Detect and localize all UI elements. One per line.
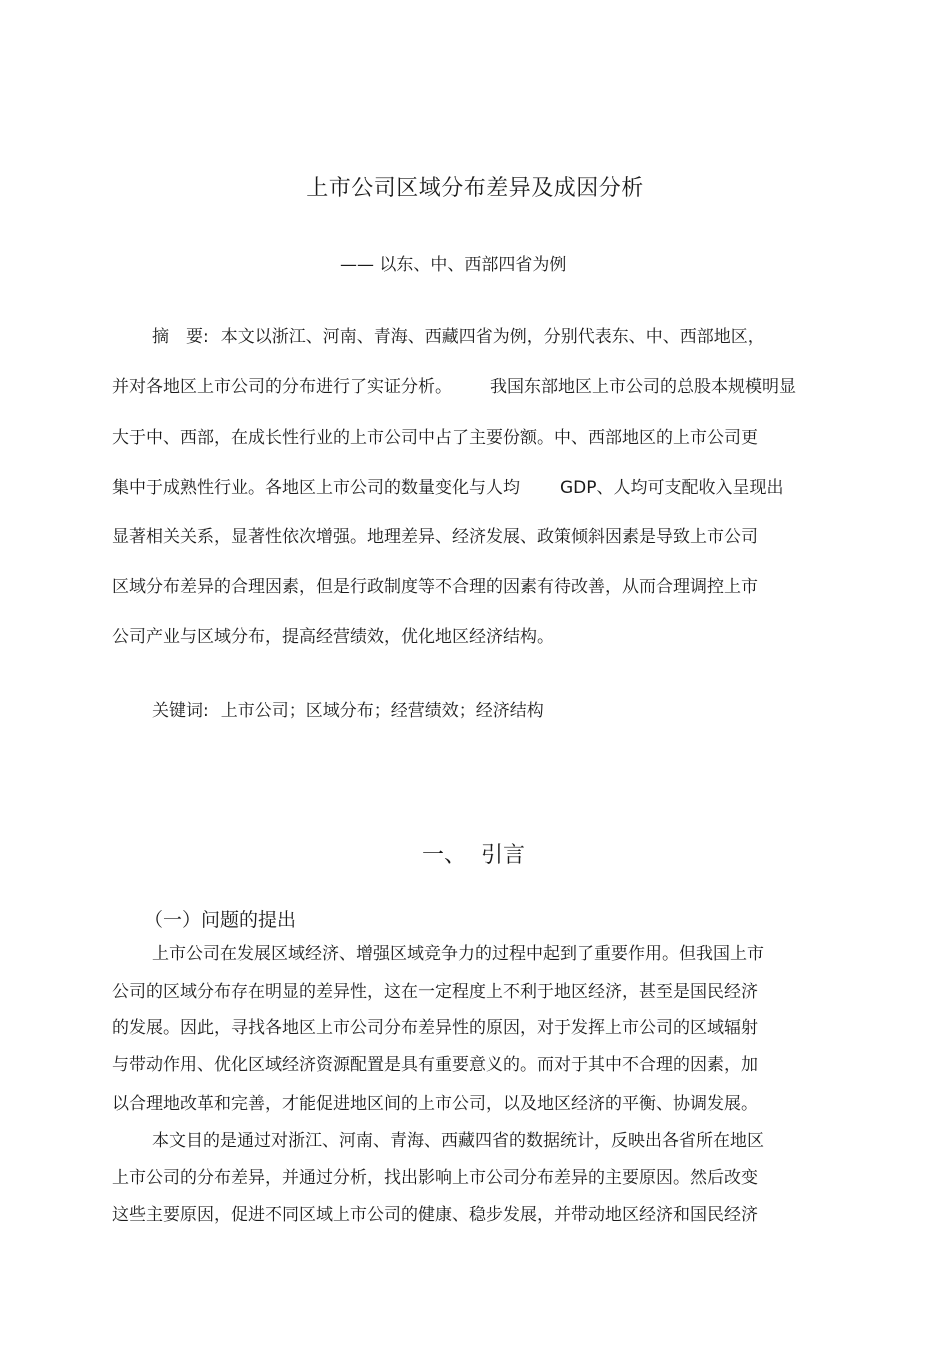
paragraph-line: 上市公司的分布差异，并通过分析，找出影响上市公司分布差异的主要原因。然后改变: [112, 1168, 758, 1188]
abstract-text: 集中于成熟性行业。各地区上市公司的数量变化与人均: [112, 478, 520, 498]
paragraph-line: 本文目的是通过对浙江、河南、青海、西藏四省的数据统计，反映出各省所在地区: [152, 1131, 764, 1151]
paragraph-line: 的发展。因此，寻找各地区上市公司分布差异性的原因，对于发挥上市公司的区域辐射: [112, 1018, 758, 1038]
paragraph-line: 这些主要原因，促进不同区域上市公司的健康、稳步发展，并带动地区经济和国民经济: [112, 1205, 758, 1225]
abstract-label: 摘 要:: [152, 327, 209, 347]
abstract-line: 大于中、西部，在成长性行业的上市公司中占了主要份额。中、西部地区的上市公司更: [112, 428, 758, 448]
paragraph-line: 与带动作用、优化区域经济资源配置是具有重要意义的。而对于其中不合理的因素，加: [112, 1055, 758, 1075]
abstract-line: 公司产业与区域分布，提高经营绩效，优化地区经济结构。: [112, 627, 554, 647]
abstract-line: [152, 327, 765, 347]
abstract-line: 显著相关关系，显著性依次增强。地理差异、经济发展、政策倾斜因素是导致上市公司: [112, 527, 758, 547]
abstract-text: 本文以浙江、河南、青海、西藏四省为例，分别代表东、中、西部地区，: [220, 327, 765, 347]
section-heading: 一、 引言: [422, 843, 525, 868]
paper-title: 上市公司区域分布差异及成因分析: [306, 176, 644, 201]
paragraph-line: 上市公司在发展区域经济、增强区域竞争力的过程中起到了重要作用。但我国上市: [152, 944, 764, 964]
abstract-line: 区域分布差异的合理因素，但是行政制度等不合理的因素有待改善，从而合理调控上市: [112, 577, 758, 597]
abstract-line: [112, 478, 784, 498]
paper-subtitle: —— 以东、中、西部四省为例: [340, 255, 567, 275]
abstract-line: [112, 377, 796, 397]
subsection-heading: （一）问题的提出: [144, 909, 297, 931]
abstract-text: 并对各地区上市公司的分布进行了实证分析。: [112, 377, 452, 397]
paragraph-line: 以合理地改革和完善，才能促进地区间的上市公司，以及地区经济的平衡、协调发展。: [112, 1094, 758, 1114]
keywords: [152, 701, 544, 721]
keywords-value: 上市公司；区域分布；经营绩效；经济结构: [220, 701, 544, 721]
paragraph-line: 公司的区域分布存在明显的差异性，这在一定程度上不利于地区经济，甚至是国民经济: [112, 982, 758, 1002]
abstract-text: GDP、人均可支配收入呈现出: [560, 478, 784, 498]
keywords-label: 关键词:: [152, 701, 209, 721]
abstract-text: 我国东部地区上市公司的总股本规模明显: [490, 377, 796, 397]
